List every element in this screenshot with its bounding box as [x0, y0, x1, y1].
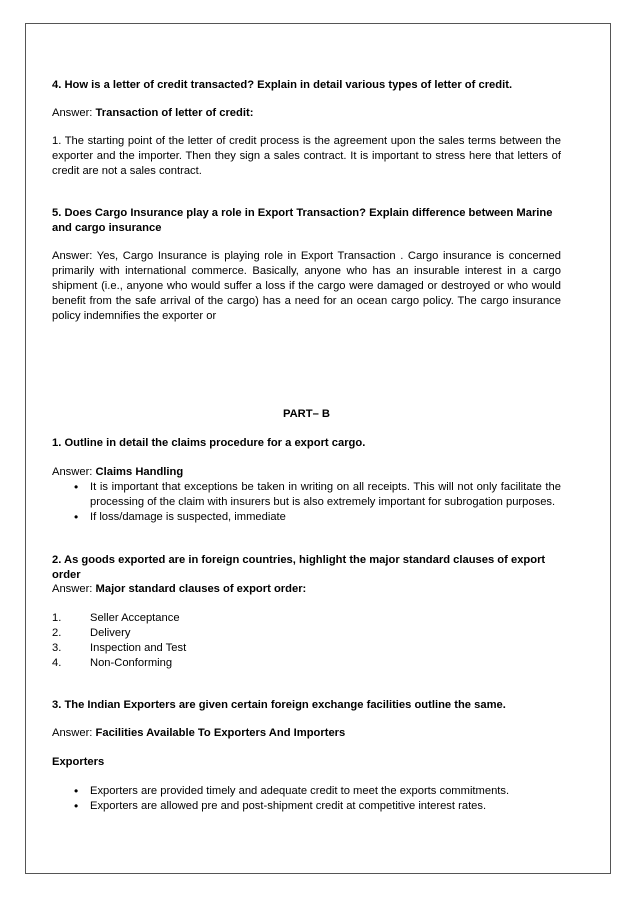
answer-b1-title: Claims Handling [95, 466, 184, 478]
list-number: 4. [52, 657, 62, 669]
answer-b2-title: Major standard clauses of export order: [95, 583, 307, 595]
exporters-bullet-list [52, 784, 561, 814]
answer-label: Answer: [52, 727, 96, 739]
answer-4-paragraph [52, 134, 561, 179]
list-item [52, 641, 561, 656]
list-number: 3. [52, 642, 62, 654]
question-b1-section [52, 436, 561, 451]
claims-bullet-list [52, 480, 561, 525]
answer-b2-heading [52, 582, 561, 597]
answer-label: Answer: [52, 466, 96, 478]
list-text: Delivery [90, 627, 131, 639]
question-b2-section [52, 553, 561, 583]
answer-4-text: 1. The starting point of the letter of credit process is the agreement upon the sales terms between the exporter and the importer. Then they sign a sales contract. It is important to stress here that letters of credit are not a sales contract. [52, 135, 561, 177]
answer-5-text: Answer: Yes, Cargo Insurance is playing role in Export Transaction . Cargo insurance is concerned primarily with international commerce. Basically, anyone who has an insurable interest in a cargo shipment (i.e., anyone who would suffer a loss if the cargo were damaged or destroyed or who would benefit from the safe arrival of the cargo) has a need for an ocean cargo policy. The cargo insurance policy indemnifies the exporter or [52, 250, 561, 322]
question-b3-section [52, 698, 561, 713]
answer-label: Answer: [52, 583, 96, 595]
list-item: • Exporters are allowed pre and post-shipment credit at competitive interest rates. [52, 799, 561, 814]
part-b-heading: PART– B [282, 408, 331, 420]
question-5-section [52, 206, 561, 236]
list-item [52, 626, 561, 641]
part-b-section [52, 407, 561, 422]
list-item [52, 611, 561, 626]
answer-label: Answer: [52, 107, 96, 119]
answer-4-title: Transaction of letter of credit: [95, 107, 254, 119]
exporters-heading-section [52, 755, 561, 770]
list-number: 1. [52, 612, 62, 624]
list-text: Seller Acceptance [90, 612, 180, 624]
answer-b2-list-section [52, 611, 561, 671]
list-item: • It is important that exceptions be taken in writing on all receipts. This will not only facilitate the processing of the claim with insurers but is also extremely important for subrogation purposes. [52, 480, 561, 510]
answer-b3-heading [52, 726, 561, 741]
list-item [52, 656, 561, 671]
answer-5-paragraph [52, 249, 561, 324]
list-item: • Exporters are provided timely and adequate credit to meet the exports commitments. [52, 784, 561, 799]
exporters-bullets-section [52, 784, 561, 814]
question-b2: 2. As goods exported are in foreign countries, highlight the major standard clauses of export order [52, 554, 546, 581]
answer-b3-title: Facilities Available To Exporters And Importers [95, 727, 346, 739]
list-text: Inspection and Test [90, 642, 187, 654]
answer-b1-section [52, 465, 561, 525]
answer-4-heading [52, 106, 561, 121]
question-b3: 3. The Indian Exporters are given certain foreign exchange facilities outline the same. [52, 699, 506, 711]
list-number: 2. [52, 627, 62, 639]
exporters-heading: Exporters [52, 756, 105, 768]
list-text: Non-Conforming [90, 657, 173, 669]
question-4-section [52, 78, 561, 93]
question-5: 5. Does Cargo Insurance play a role in Export Transaction? Explain difference between Marine and cargo insurance [52, 207, 553, 234]
list-item: • If loss/damage is suspected, immediate [52, 510, 561, 525]
question-b1: 1. Outline in detail the claims procedure for a export cargo. [52, 437, 366, 449]
question-4: 4. How is a letter of credit transacted? Explain in detail various types of letter of credit. [52, 79, 513, 91]
clauses-numbered-list [52, 611, 561, 671]
